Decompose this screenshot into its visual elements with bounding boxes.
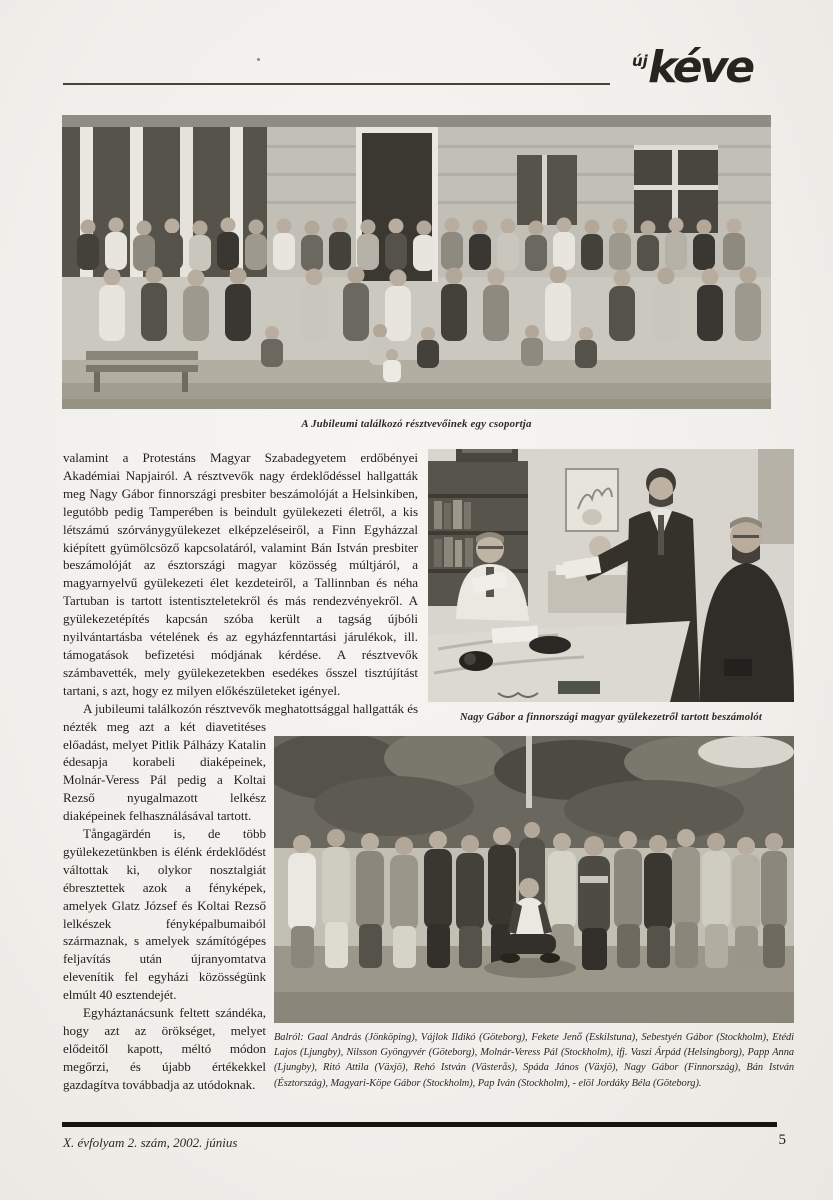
footer-issue-line: X. évfolyam 2. szám, 2002. június bbox=[63, 1135, 238, 1150]
top-photo-caption: A Jubileumi találkozó résztvevőinek egy csoportja bbox=[301, 418, 532, 430]
article-body bbox=[63, 449, 794, 1124]
masthead-prefix: új bbox=[632, 52, 648, 70]
article-paragraph-1: valamint a Protestáns Magyar Szabadegyetem erdőbényei Akadémiai Napjairól. A résztvevők nagy érdeklődéssel hallgatták meg Nagy Gábor finnországi presbiter beszámolóját a Helsinkiben, legutóbb pedig Tamperében is beindult gyülekezeti életről, a kis létszámú szórványgyülekezet elképzeléseiről, a Finn Egyházzal kiépített gyümölcsöző kapcsolatáról, valamint Bán István presbiter beszámolóját az észtországi magyar közösség múltjáról, a magyarnyelvű gyülekezeti élet kezdeteiről, a Tallinnban és néha Tartuban is tartott istentiszteletekről és más rendezvényekről. A gyülekezetépítés kapcsán szóba került a tagság újbóli nyilvántartásba vételének és az egyházfenntartási járulékok, ill. támogatások befizetési módjának kérdése. A résztvevők számbavették, mely gyülekezetekben esedékes ősszel tisztújítást tartani, s azt, hogy ez milyen előkészületeket igényel. bbox=[63, 450, 418, 698]
bottom-photo-caption: Balról: Gaal András (Jönköping), Vájlok Ildikó (Göteborg), Fekete Jenő (Eskilstuna), Sebestyén Gábor (Stockholm), Etédi Lajos (Ljungby), Nilsson Gyöngyvér (Göteborg), Molnár-Veress Pál (Stockholm), ifj. Vaszi Árpád (Helsingborg), Papp Anna (Ljungby), Ritó Attila (Växjö), Rehó István (Västerås), Spáda János (Växjö), Nagy Gábor (Finnország), Bán István (Észtország), Magyari-Köpe Gábor (Stockholm), Pap Iván (Stockholm), - elöl Jordáky Béla (Göteborg). bbox=[274, 1032, 794, 1089]
footer-rule bbox=[62, 1122, 777, 1127]
middle-photo-caption: Nagy Gábor a finnországi magyar gyülekezetről tartott beszámolót bbox=[459, 712, 763, 723]
bottom-group-photo-figure bbox=[274, 736, 794, 1091]
masthead-word: kéve bbox=[648, 42, 753, 93]
article-paragraph-3: Tångagärdén is, de több gyülekezetünkben is élénk érdeklődést váltottak ki, olykor nosztalgiát ébresztettek azok a fényképek, amelyek Glatz József és Koltai Rezső lelkészek fényképalbumaiból származnak, s amelyek számítógépes feljavítás után újranyomtatva elevenítik fel egyházi közösségünk elmúlt 40 esztendejét. bbox=[63, 826, 266, 1003]
article-paragraph-2: A jubileumi találkozón résztvevők meghatottsággal hallgatták és nézték meg azt a két diavetitéses előadást, melyet Pitlik Pálházy Katalin édesapja korabeli diaképeinek, Molnár-Veress Pál pedig a Koltai Rezső nyugalmazott lelkész diaképeinek felhasználásával tartott. bbox=[63, 700, 419, 824]
header-rule bbox=[63, 83, 610, 85]
indoor-meeting-photo bbox=[428, 449, 794, 702]
top-group-photo-figure bbox=[62, 115, 771, 431]
jubilee-group-photo bbox=[62, 115, 771, 409]
masthead-logo bbox=[604, 40, 814, 100]
middle-photo-figure bbox=[428, 449, 794, 725]
page-number: 5 bbox=[778, 1132, 786, 1148]
paper-speck bbox=[257, 58, 260, 61]
outdoor-group-photo bbox=[274, 736, 794, 1023]
article-paragraph-4: Egyháztanácsunk feltett szándéka, hogy azt az örökséget, melyet elődeitől kapott, méltó módon megőrzi, és újabb értékekkel gazdagítva továbbadja az utódoknak. bbox=[63, 1005, 266, 1092]
